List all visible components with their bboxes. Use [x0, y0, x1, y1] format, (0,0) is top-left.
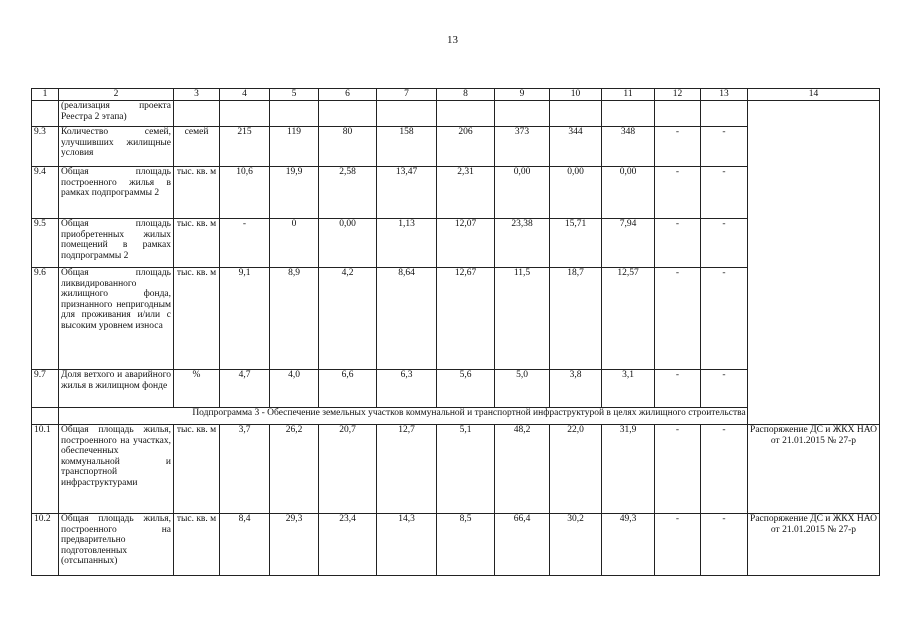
value-cell	[550, 101, 602, 127]
page-number: 13	[447, 34, 458, 46]
value-cell: 15,71	[550, 219, 602, 268]
value-cell: 158	[377, 127, 437, 167]
col-header: 7	[377, 89, 437, 101]
value-cell: 3,8	[550, 370, 602, 408]
value-cell	[701, 101, 748, 127]
col-header: 9	[495, 89, 550, 101]
value-cell: 22,0	[550, 425, 602, 514]
col-header: 3	[174, 89, 220, 101]
value-cell: 3,7	[220, 425, 270, 514]
value-cell: 10,6	[220, 167, 270, 219]
value-cell: 5,6	[437, 370, 495, 408]
value-cell: 6,3	[377, 370, 437, 408]
value-cell: -	[701, 425, 748, 514]
row-id: 10.2	[32, 514, 59, 576]
value-cell	[377, 101, 437, 127]
col-header: 11	[602, 89, 655, 101]
value-cell	[319, 101, 377, 127]
value-cell: 8,5	[437, 514, 495, 576]
row-id: 9.7	[32, 370, 59, 408]
value-cell: 8,4	[220, 514, 270, 576]
col14-empty	[748, 101, 880, 425]
col-header: 6	[319, 89, 377, 101]
value-cell: 4,7	[220, 370, 270, 408]
row-id: 9.4	[32, 167, 59, 219]
value-cell: -	[220, 219, 270, 268]
value-cell: 0,00	[550, 167, 602, 219]
value-cell: 9,1	[220, 268, 270, 370]
value-cell: 2,58	[319, 167, 377, 219]
value-cell: 29,3	[270, 514, 319, 576]
value-cell: 215	[220, 127, 270, 167]
value-cell: -	[655, 514, 701, 576]
value-cell	[655, 101, 701, 127]
row-name: Общая площадь жилья, построенного на участках, обеспеченных коммунальной и транспортной инфраструктурами	[59, 425, 174, 514]
section-row	[32, 408, 880, 425]
row-unit: тыс. кв. м	[174, 425, 220, 514]
value-cell: -	[655, 370, 701, 408]
col-header: 2	[59, 89, 174, 101]
row-unit: семей	[174, 127, 220, 167]
col-header: 5	[270, 89, 319, 101]
value-cell: -	[701, 268, 748, 370]
value-cell: 373	[495, 127, 550, 167]
value-cell: 7,94	[602, 219, 655, 268]
value-cell: -	[655, 127, 701, 167]
table-row	[32, 425, 880, 514]
value-cell: 8,64	[377, 268, 437, 370]
value-cell: 48,2	[495, 425, 550, 514]
row-unit: тыс. кв. м	[174, 167, 220, 219]
value-cell: 23,38	[495, 219, 550, 268]
value-cell: 31,9	[602, 425, 655, 514]
value-cell	[437, 101, 495, 127]
value-cell: 12,67	[437, 268, 495, 370]
row-unit: %	[174, 370, 220, 408]
value-cell: 206	[437, 127, 495, 167]
value-cell: 5,0	[495, 370, 550, 408]
value-cell: 12,57	[602, 268, 655, 370]
value-cell: 19,9	[270, 167, 319, 219]
value-cell: 3,1	[602, 370, 655, 408]
row-name: Общая площадь приобретенных жилых помещений в рамках подпрограммы 2	[59, 219, 174, 268]
row-unit: тыс. кв. м	[174, 268, 220, 370]
value-cell	[495, 101, 550, 127]
value-cell: 13,47	[377, 167, 437, 219]
value-cell: -	[655, 219, 701, 268]
row-unit: тыс. кв. м	[174, 514, 220, 576]
value-cell: 0,00	[319, 219, 377, 268]
value-cell: 119	[270, 127, 319, 167]
value-cell	[220, 101, 270, 127]
value-cell: 12,7	[377, 425, 437, 514]
value-cell: 1,13	[377, 219, 437, 268]
value-cell: 0	[270, 219, 319, 268]
row-id: 9.3	[32, 127, 59, 167]
row-unit	[174, 101, 220, 127]
col-header: 12	[655, 89, 701, 101]
value-cell: -	[655, 268, 701, 370]
value-cell: 8,9	[270, 268, 319, 370]
value-cell: 66,4	[495, 514, 550, 576]
value-cell	[602, 101, 655, 127]
value-cell: -	[701, 370, 748, 408]
value-cell: 6,6	[319, 370, 377, 408]
col-header: 4	[220, 89, 270, 101]
indicators-table	[31, 88, 880, 576]
value-cell: -	[701, 219, 748, 268]
value-cell: 344	[550, 127, 602, 167]
row-name: Количество семей, улучшивших жилищные условия	[59, 127, 174, 167]
value-cell: 18,7	[550, 268, 602, 370]
row-name: Общая площадь построенного жилья в рамках подпрограммы 2	[59, 167, 174, 219]
value-cell: -	[701, 167, 748, 219]
row-id: 10.1	[32, 425, 59, 514]
value-cell: 5,1	[437, 425, 495, 514]
row-name: Общая площадь жилья, построенного на предварительно подготовленных (отсыпанных)	[59, 514, 174, 576]
value-cell: 11,5	[495, 268, 550, 370]
value-cell: 80	[319, 127, 377, 167]
document-reference: Распоряжение ДС и ЖКХ НАО от 21.01.2015 № 27-р	[748, 514, 880, 576]
document-reference: Распоряжение ДС и ЖКХ НАО от 21.01.2015 № 27-р	[748, 425, 880, 514]
value-cell: 4,0	[270, 370, 319, 408]
section-id-cell	[32, 408, 59, 425]
col-header: 10	[550, 89, 602, 101]
col-header: 1	[32, 89, 59, 101]
col-header: 13	[701, 89, 748, 101]
value-cell: -	[655, 425, 701, 514]
row-name: Общая площадь ликвидированного жилищного фонда, признанного непригодным для проживания и/или с высоким уровнем износа	[59, 268, 174, 370]
value-cell: 0,00	[495, 167, 550, 219]
value-cell: 26,2	[270, 425, 319, 514]
row-id	[32, 101, 59, 127]
value-cell: -	[701, 127, 748, 167]
value-cell	[270, 101, 319, 127]
row-name: (реализация проекта Реестра 2 этапа)	[59, 101, 174, 127]
value-cell: 14,3	[377, 514, 437, 576]
row-name: Доля ветхого и аварийного жилья в жилищном фонде	[59, 370, 174, 408]
value-cell: -	[701, 514, 748, 576]
value-cell: 23,4	[319, 514, 377, 576]
header-row	[32, 89, 880, 101]
row-unit: тыс. кв. м	[174, 219, 220, 268]
value-cell: -	[655, 167, 701, 219]
table-row	[32, 101, 880, 127]
row-id: 9.5	[32, 219, 59, 268]
value-cell: 49,3	[602, 514, 655, 576]
value-cell: 348	[602, 127, 655, 167]
value-cell: 20,7	[319, 425, 377, 514]
col-header: 14	[748, 89, 880, 101]
col-header: 8	[437, 89, 495, 101]
section-title: Подпрограмма 3 - Обеспечение земельных участков коммунальной и транспортной инфраструктурой в целях жилищного строительства	[59, 408, 880, 425]
value-cell: 30,2	[550, 514, 602, 576]
value-cell: 0,00	[602, 167, 655, 219]
row-id: 9.6	[32, 268, 59, 370]
value-cell: 2,31	[437, 167, 495, 219]
value-cell: 12,07	[437, 219, 495, 268]
table-row	[32, 514, 880, 576]
value-cell: 4,2	[319, 268, 377, 370]
